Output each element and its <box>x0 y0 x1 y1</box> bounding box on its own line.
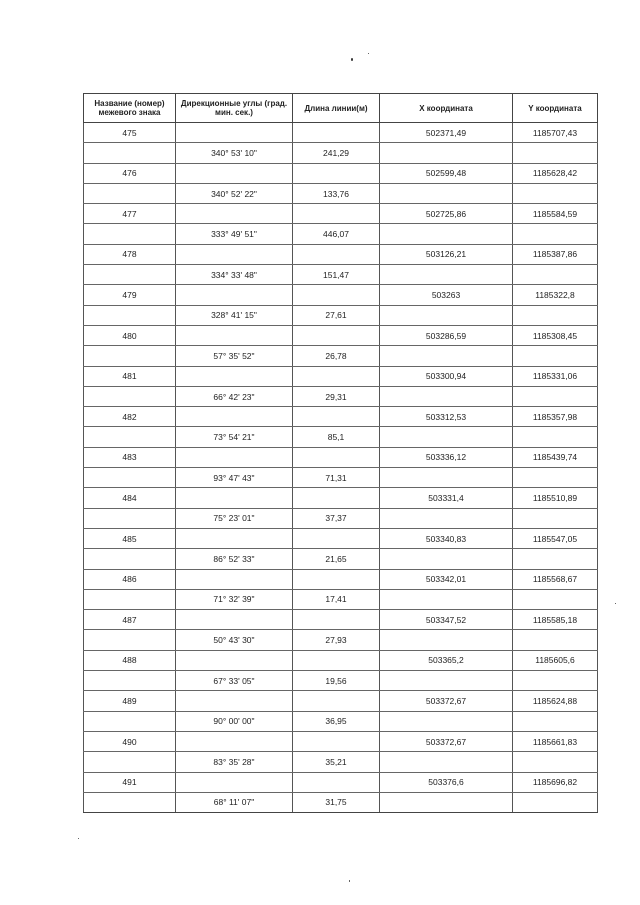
table-row <box>84 407 598 427</box>
table-row <box>84 671 598 691</box>
table-row <box>84 204 598 224</box>
table-row <box>84 346 598 366</box>
y-coordinate-cell <box>513 183 598 203</box>
y-coordinate-cell: 1185387,86 <box>513 244 598 264</box>
direction-angle-cell: 66° 42' 23" <box>176 386 293 406</box>
x-coordinate-cell: 503376,6 <box>380 772 513 792</box>
mark-name-cell <box>84 427 176 447</box>
x-coordinate-cell: 503336,12 <box>380 447 513 467</box>
mark-name-cell: 481 <box>84 366 176 386</box>
line-length-cell: 26,78 <box>293 346 380 366</box>
mark-name-cell <box>84 589 176 609</box>
table-row <box>84 549 598 569</box>
direction-angle-cell: 67° 33' 05" <box>176 671 293 691</box>
direction-angle-cell: 90° 00' 00" <box>176 711 293 731</box>
table-row <box>84 528 598 548</box>
mark-name-cell <box>84 792 176 812</box>
x-coordinate-cell <box>380 508 513 528</box>
mark-name-cell: 488 <box>84 650 176 670</box>
table-row <box>84 305 598 325</box>
x-coordinate-cell: 503340,83 <box>380 528 513 548</box>
x-coordinate-cell: 503263 <box>380 285 513 305</box>
x-coordinate-cell <box>380 671 513 691</box>
y-coordinate-cell <box>513 386 598 406</box>
mark-name-cell <box>84 752 176 772</box>
table-row <box>84 610 598 630</box>
x-coordinate-cell <box>380 589 513 609</box>
y-coordinate-cell: 1185510,89 <box>513 488 598 508</box>
x-coordinate-cell: 503300,94 <box>380 366 513 386</box>
mark-name-cell <box>84 346 176 366</box>
table-row <box>84 589 598 609</box>
direction-angle-cell: 334° 33' 48" <box>176 265 293 285</box>
direction-angle-cell: 83° 35' 28" <box>176 752 293 772</box>
mark-name-cell: 487 <box>84 610 176 630</box>
mark-name-cell: 482 <box>84 407 176 427</box>
direction-angle-cell: 75° 23' 01" <box>176 508 293 528</box>
line-length-cell: 71,31 <box>293 468 380 488</box>
x-coordinate-cell: 503331,4 <box>380 488 513 508</box>
mark-name-cell <box>84 508 176 528</box>
table-row <box>84 325 598 345</box>
table-row <box>84 366 598 386</box>
x-coordinate-cell <box>380 346 513 366</box>
line-length-cell: 36,95 <box>293 711 380 731</box>
mark-name-cell: 490 <box>84 731 176 751</box>
mark-name-cell <box>84 305 176 325</box>
table-row <box>84 386 598 406</box>
mark-name-cell <box>84 711 176 731</box>
y-coordinate-cell: 1185605,6 <box>513 650 598 670</box>
y-coordinate-cell <box>513 427 598 447</box>
table-row <box>84 265 598 285</box>
y-coordinate-cell <box>513 346 598 366</box>
header-direction-angles: Дирекционные углы (град. мин. сек.) <box>176 94 293 123</box>
table-row <box>84 183 598 203</box>
line-length-cell: 29,31 <box>293 386 380 406</box>
mark-name-cell <box>84 630 176 650</box>
y-coordinate-cell: 1185628,42 <box>513 163 598 183</box>
y-coordinate-cell <box>513 792 598 812</box>
x-coordinate-cell: 503126,21 <box>380 244 513 264</box>
y-coordinate-cell <box>513 671 598 691</box>
scan-speck <box>351 58 353 61</box>
line-length-cell <box>293 569 380 589</box>
mark-name-cell <box>84 386 176 406</box>
table-row <box>84 650 598 670</box>
line-length-cell: 446,07 <box>293 224 380 244</box>
header-y-coordinate: Y координата <box>513 94 598 123</box>
y-coordinate-cell: 1185322,8 <box>513 285 598 305</box>
mark-name-cell: 484 <box>84 488 176 508</box>
x-coordinate-cell: 503365,2 <box>380 650 513 670</box>
line-length-cell <box>293 488 380 508</box>
y-coordinate-cell: 1185547,05 <box>513 528 598 548</box>
line-length-cell: 133,76 <box>293 183 380 203</box>
y-coordinate-cell: 1185584,59 <box>513 204 598 224</box>
mark-name-cell <box>84 671 176 691</box>
table-row <box>84 143 598 163</box>
direction-angle-cell: 328° 41' 15" <box>176 305 293 325</box>
direction-angle-cell <box>176 244 293 264</box>
header-x-coordinate: X координата <box>380 94 513 123</box>
y-coordinate-cell: 1185439,74 <box>513 447 598 467</box>
direction-angle-cell <box>176 569 293 589</box>
coordinates-table <box>83 93 598 813</box>
x-coordinate-cell <box>380 143 513 163</box>
scan-speck <box>349 880 350 882</box>
line-length-cell <box>293 731 380 751</box>
x-coordinate-cell: 503372,67 <box>380 691 513 711</box>
line-length-cell <box>293 407 380 427</box>
table-row <box>84 224 598 244</box>
line-length-cell: 151,47 <box>293 265 380 285</box>
table-row <box>84 447 598 467</box>
x-coordinate-cell: 503286,59 <box>380 325 513 345</box>
direction-angle-cell: 68° 11' 07" <box>176 792 293 812</box>
direction-angle-cell <box>176 285 293 305</box>
table-row <box>84 630 598 650</box>
table-row <box>84 691 598 711</box>
direction-angle-cell: 340° 53' 10" <box>176 143 293 163</box>
x-coordinate-cell: 503347,52 <box>380 610 513 630</box>
y-coordinate-cell: 1185308,45 <box>513 325 598 345</box>
line-length-cell: 35,21 <box>293 752 380 772</box>
y-coordinate-cell: 1185661,83 <box>513 731 598 751</box>
direction-angle-cell: 71° 32' 39" <box>176 589 293 609</box>
header-line-length: Длина линии(м) <box>293 94 380 123</box>
x-coordinate-cell: 502725,86 <box>380 204 513 224</box>
line-length-cell: 85,1 <box>293 427 380 447</box>
line-length-cell: 17,41 <box>293 589 380 609</box>
direction-angle-cell: 340° 52' 22" <box>176 183 293 203</box>
mark-name-cell: 489 <box>84 691 176 711</box>
direction-angle-cell: 333° 49' 51" <box>176 224 293 244</box>
line-length-cell <box>293 447 380 467</box>
mark-name-cell <box>84 549 176 569</box>
y-coordinate-cell <box>513 589 598 609</box>
x-coordinate-cell <box>380 630 513 650</box>
table-row <box>84 244 598 264</box>
direction-angle-cell <box>176 650 293 670</box>
mark-name-cell: 480 <box>84 325 176 345</box>
line-length-cell <box>293 163 380 183</box>
y-coordinate-cell <box>513 752 598 772</box>
x-coordinate-cell <box>380 468 513 488</box>
direction-angle-cell <box>176 772 293 792</box>
x-coordinate-cell <box>380 386 513 406</box>
x-coordinate-cell <box>380 305 513 325</box>
mark-name-cell: 491 <box>84 772 176 792</box>
x-coordinate-cell <box>380 427 513 447</box>
direction-angle-cell: 86° 52' 33" <box>176 549 293 569</box>
table-row <box>84 569 598 589</box>
table-row <box>84 772 598 792</box>
mark-name-cell: 486 <box>84 569 176 589</box>
x-coordinate-cell <box>380 752 513 772</box>
line-length-cell: 27,93 <box>293 630 380 650</box>
table-row <box>84 792 598 812</box>
direction-angle-cell <box>176 528 293 548</box>
mark-name-cell <box>84 224 176 244</box>
mark-name-cell: 475 <box>84 123 176 143</box>
y-coordinate-cell <box>513 711 598 731</box>
table-row <box>84 508 598 528</box>
x-coordinate-cell <box>380 711 513 731</box>
line-length-cell: 19,56 <box>293 671 380 691</box>
scan-speck <box>78 838 79 839</box>
table-row <box>84 427 598 447</box>
x-coordinate-cell <box>380 265 513 285</box>
scan-speck <box>615 603 616 604</box>
table-row <box>84 123 598 143</box>
direction-angle-cell <box>176 731 293 751</box>
direction-angle-cell <box>176 610 293 630</box>
x-coordinate-cell <box>380 224 513 244</box>
y-coordinate-cell <box>513 265 598 285</box>
y-coordinate-cell: 1185624,88 <box>513 691 598 711</box>
mark-name-cell <box>84 183 176 203</box>
y-coordinate-cell: 1185357,98 <box>513 407 598 427</box>
direction-angle-cell <box>176 123 293 143</box>
direction-angle-cell <box>176 366 293 386</box>
line-length-cell: 31,75 <box>293 792 380 812</box>
table-row <box>84 488 598 508</box>
y-coordinate-cell <box>513 549 598 569</box>
mark-name-cell: 479 <box>84 285 176 305</box>
y-coordinate-cell: 1185696,82 <box>513 772 598 792</box>
line-length-cell: 21,65 <box>293 549 380 569</box>
y-coordinate-cell <box>513 224 598 244</box>
x-coordinate-cell: 503342,01 <box>380 569 513 589</box>
direction-angle-cell <box>176 488 293 508</box>
line-length-cell <box>293 325 380 345</box>
direction-angle-cell <box>176 163 293 183</box>
x-coordinate-cell <box>380 183 513 203</box>
y-coordinate-cell <box>513 508 598 528</box>
direction-angle-cell <box>176 447 293 467</box>
y-coordinate-cell: 1185585,18 <box>513 610 598 630</box>
x-coordinate-cell <box>380 549 513 569</box>
line-length-cell <box>293 244 380 264</box>
mark-name-cell: 478 <box>84 244 176 264</box>
mark-name-cell <box>84 265 176 285</box>
line-length-cell <box>293 366 380 386</box>
y-coordinate-cell: 1185331,06 <box>513 366 598 386</box>
table-row <box>84 752 598 772</box>
line-length-cell <box>293 204 380 224</box>
table-body <box>84 123 598 813</box>
line-length-cell <box>293 123 380 143</box>
direction-angle-cell <box>176 325 293 345</box>
y-coordinate-cell <box>513 305 598 325</box>
scan-speck <box>368 53 369 54</box>
x-coordinate-cell: 502371,49 <box>380 123 513 143</box>
line-length-cell <box>293 691 380 711</box>
mark-name-cell <box>84 143 176 163</box>
direction-angle-cell: 57° 35' 52" <box>176 346 293 366</box>
y-coordinate-cell <box>513 468 598 488</box>
mark-name-cell: 483 <box>84 447 176 467</box>
y-coordinate-cell: 1185568,67 <box>513 569 598 589</box>
x-coordinate-cell: 503312,53 <box>380 407 513 427</box>
line-length-cell <box>293 772 380 792</box>
direction-angle-cell <box>176 691 293 711</box>
direction-angle-cell: 73° 54' 21" <box>176 427 293 447</box>
table-row <box>84 468 598 488</box>
mark-name-cell: 476 <box>84 163 176 183</box>
mark-name-cell: 485 <box>84 528 176 548</box>
line-length-cell <box>293 528 380 548</box>
y-coordinate-cell <box>513 143 598 163</box>
y-coordinate-cell: 1185707,43 <box>513 123 598 143</box>
direction-angle-cell <box>176 204 293 224</box>
direction-angle-cell: 50° 43' 30" <box>176 630 293 650</box>
mark-name-cell <box>84 468 176 488</box>
x-coordinate-cell <box>380 792 513 812</box>
x-coordinate-cell: 503372,67 <box>380 731 513 751</box>
header-mark-name: Название (номер) межевого знака <box>84 94 176 123</box>
table-header-row <box>84 94 598 123</box>
x-coordinate-cell: 502599,48 <box>380 163 513 183</box>
line-length-cell <box>293 285 380 305</box>
line-length-cell <box>293 610 380 630</box>
line-length-cell: 27,61 <box>293 305 380 325</box>
table-row <box>84 163 598 183</box>
line-length-cell <box>293 650 380 670</box>
table-row <box>84 731 598 751</box>
table-row <box>84 285 598 305</box>
y-coordinate-cell <box>513 630 598 650</box>
table-row <box>84 711 598 731</box>
line-length-cell: 241,29 <box>293 143 380 163</box>
mark-name-cell: 477 <box>84 204 176 224</box>
line-length-cell: 37,37 <box>293 508 380 528</box>
direction-angle-cell: 93° 47' 43" <box>176 468 293 488</box>
direction-angle-cell <box>176 407 293 427</box>
